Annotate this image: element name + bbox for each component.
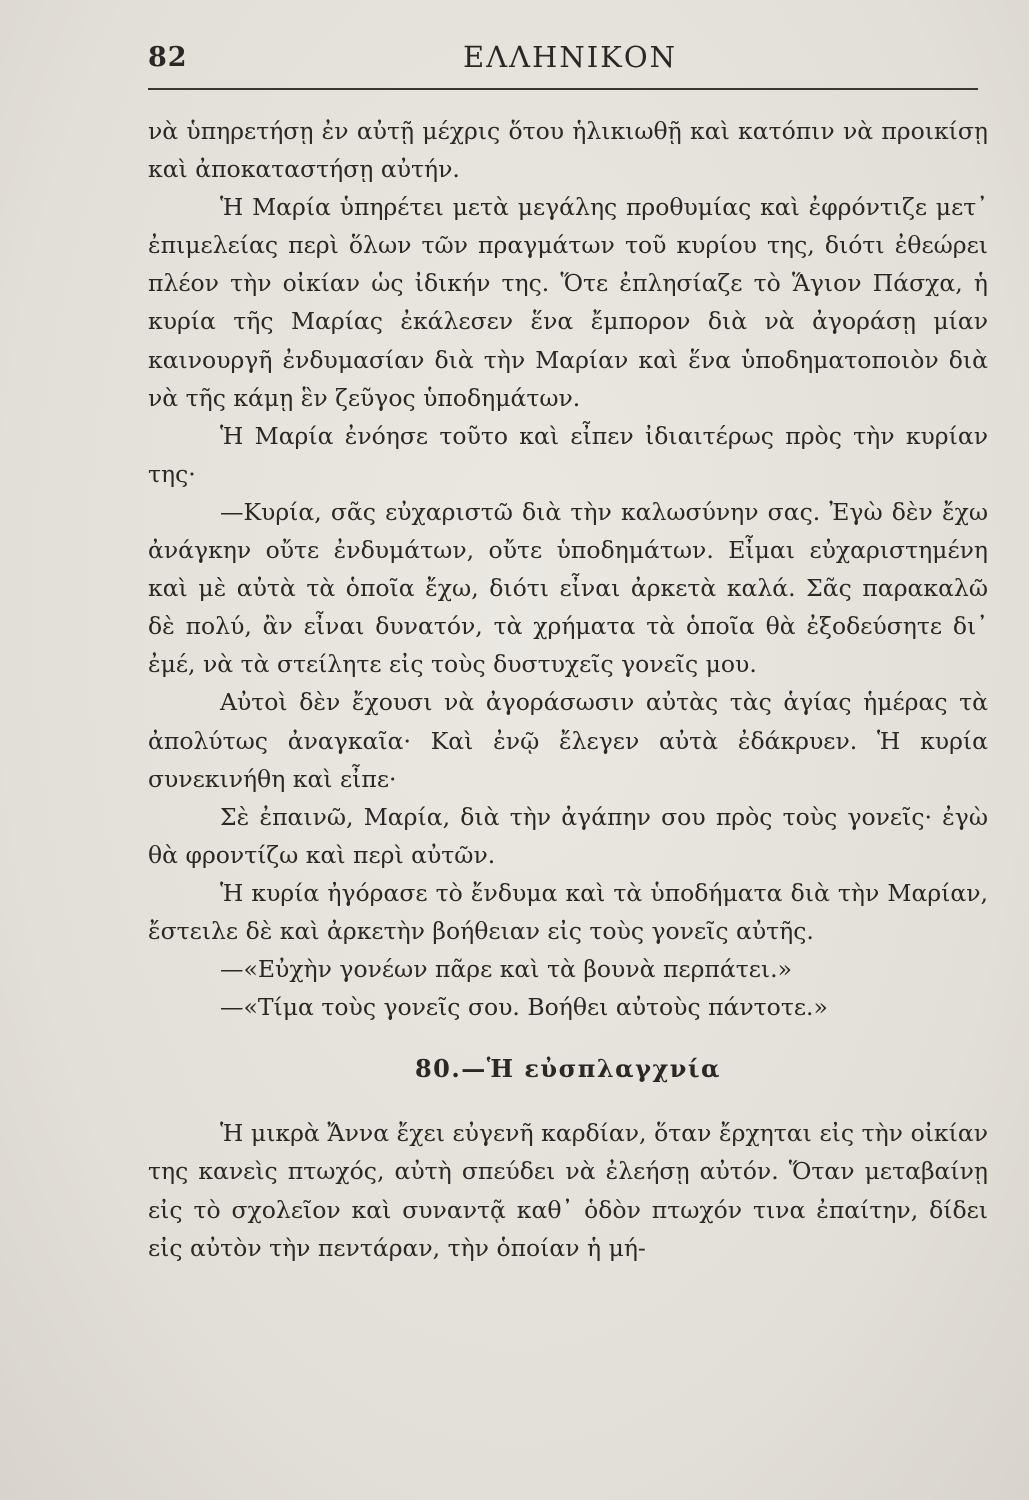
paragraph: Αὐτοὶ δὲν ἔχουσι νὰ ἀγοράσωσιν αὐτὰς τὰς ἁγίας ἡμέρας τὰ ἀπολύτως ἀναγκαῖα· Καὶ ἐνῷ ἔλεγεν αὐτὰ ἐδάκρυεν. Ἡ κυρία συνεκινήθη καὶ εἶπε· bbox=[148, 688, 988, 793]
paragraph: Σὲ ἐπαινῶ, Μαρία, διὰ τὴν ἀγάπην σου πρὸς τοὺς γονεῖς· ἐγὼ θὰ φροντίζω καὶ περὶ αὐτῶν. bbox=[148, 802, 988, 869]
dialogue-paragraph: —Κυρία, σᾶς εὐχαριστῶ διὰ τὴν καλωσύνην σας. Ἐγὼ δὲν ἔχω ἀνάγκην οὔτε ἐνδυμάτων, οὔτε ὑποδημάτων. Εἶμαι εὐχαριστημένη καὶ μὲ αὐτὰ τὰ ὁποῖα ἔχω, διότι εἶναι ἀρκετὰ καλά. Σᾶς παρακαλῶ δὲ πολύ, ἂν εἶναι δυνατόν, τὰ χρήματα τὰ ὁποῖα θὰ ἐξοδεύσητε δι᾽ ἐμέ, νὰ τὰ στείλητε εἰς τοὺς δυστυχεῖς γονεῖς μου. bbox=[148, 497, 988, 679]
page-header bbox=[148, 38, 978, 90]
running-title: ΕΛΛΗΝΙΚΟΝ bbox=[463, 40, 677, 74]
paragraph: νὰ ὑπηρετήσῃ ἐν αὐτῇ μέχρις ὅτου ἡλικιωθῇ καὶ κατόπιν νὰ προικίσῃ καὶ ἀποκαταστήσῃ αὐτήν. bbox=[148, 117, 988, 184]
page-number: 82 bbox=[148, 42, 188, 73]
proverb: —«Τίμα τοὺς γονεῖς σου. Βοήθει αὐτοὺς πάντοτε.» bbox=[220, 993, 828, 1022]
body-text bbox=[148, 112, 988, 1267]
paragraph: Ἡ Μαρία ἐνόησε τοῦτο καὶ εἶπεν ἰδιαιτέρως πρὸς τὴν κυρίαν της· bbox=[148, 421, 988, 488]
paragraph: Ἡ μικρὰ Ἄννα ἔχει εὐγενῆ καρδίαν, ὅταν ἔρχηται εἰς τὴν οἰκίαν της κανεὶς πτωχός, αὐτὴ σπεύδει νὰ ἐλεήσῃ αὐτόν. Ὅταν μεταβαίνῃ εἰς τὸ σχολεῖον καὶ συναντᾷ καθ᾽ ὁδὸν πτωχόν τινα ἐπαίτην, δίδει εἰς αὐτὸν τὴν πεντάραν, τὴν ὁποίαν ἡ μή- bbox=[148, 1119, 988, 1262]
paragraph: Ἡ κυρία ἠγόρασε τὸ ἔνδυμα καὶ τὰ ὑποδήματα διὰ τὴν Μαρίαν, ἔστειλε δὲ καὶ ἀρκετὴν βοήθειαν εἰς τοὺς γονεῖς αὐτῆς. bbox=[148, 878, 988, 945]
paragraph: Ἡ Μαρία ὑπηρέτει μετὰ μεγάλης προθυμίας καὶ ἐφρόντιζε μετ᾽ ἐπιμελείας περὶ ὅλων τῶν πραγμάτων τοῦ κυρίου της, διότι ἐθεώρει πλέον τὴν οἰκίαν ὡς ἰδικήν της. Ὅτε ἐπλησίαζε τὸ Ἅγιον Πάσχα, ἡ κυρία τῆς Μαρίας ἐκάλεσεν ἕνα ἔμπορον διὰ νὰ ἀγοράσῃ μίαν καινουργῆ ἐνδυμασίαν διὰ τὴν Μαρίαν καὶ ἕνα ὑποδηματοποιὸν διὰ νὰ τῆς κάμῃ ἓν ζεῦγος ὑποδημάτων. bbox=[148, 193, 988, 412]
proverb: —«Εὐχὴν γονέων πᾶρε καὶ τὰ βουνὰ περπάτει.» bbox=[220, 955, 792, 984]
section-title: 80.—Ἡ εὐσπλαγχνία bbox=[414, 1054, 722, 1084]
